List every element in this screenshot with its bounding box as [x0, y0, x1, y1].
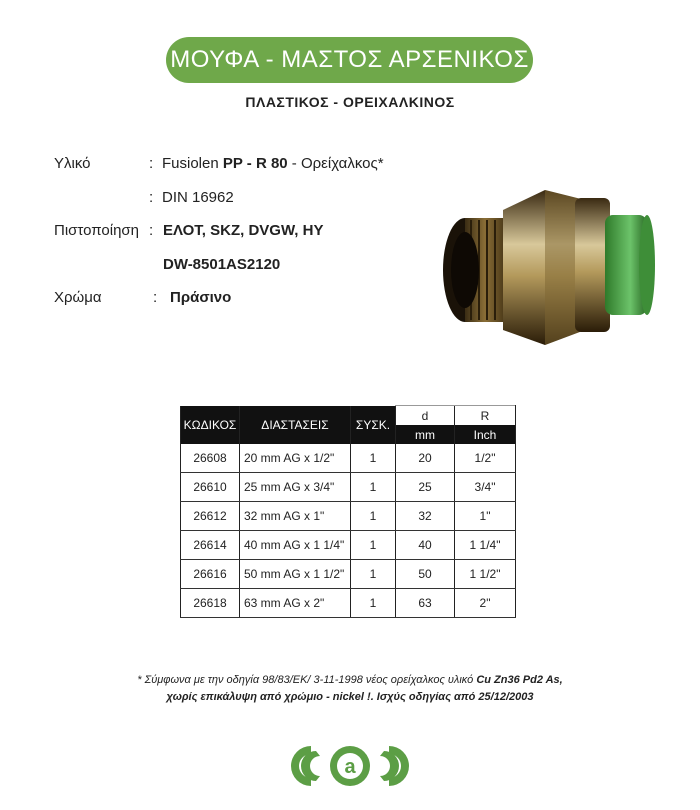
dimension-cell: 32 mm AG x 1": [240, 502, 351, 531]
table-row: [181, 444, 516, 473]
colon: :: [149, 189, 154, 206]
d-cell: 20: [396, 444, 455, 473]
product-image: [425, 160, 665, 350]
d-cell: 32: [396, 502, 455, 531]
title-text: ΜΟΥΦΑ - ΜΑΣΤΟΣ ΑΡΣΕΝΙΚΟΣ: [170, 46, 529, 73]
colon: :: [153, 289, 158, 306]
footnote-bold: Cu Zn36 Pd2 As,: [476, 674, 563, 686]
code-cell: 26618: [181, 589, 240, 618]
color-value: Πράσινο: [170, 289, 232, 306]
color-label: Χρώμα: [54, 289, 102, 306]
code-cell: 26614: [181, 531, 240, 560]
table-row: [181, 502, 516, 531]
material-label: Υλικό: [54, 155, 91, 172]
dimension-cell: 63 mm AG x 2": [240, 589, 351, 618]
pack-cell: 1: [351, 473, 396, 502]
dimension-cell: 40 mm AG x 1 1/4": [240, 531, 351, 560]
product-codes-table: [180, 405, 516, 618]
pack-cell: 1: [351, 589, 396, 618]
code-cell: 26608: [181, 444, 240, 473]
colon: :: [149, 222, 154, 239]
table-row: [181, 560, 516, 589]
pack-cell: 1: [351, 502, 396, 531]
pack-cell: 1: [351, 531, 396, 560]
header-dimensions: ΔΙΑΣΤΑΣΕΙΣ: [240, 406, 351, 445]
r-cell: 1": [455, 502, 516, 531]
svg-text:a: a: [344, 756, 356, 778]
code-cell: 26616: [181, 560, 240, 589]
standard-value: DIN 16962: [162, 189, 234, 206]
pack-cell: 1: [351, 560, 396, 589]
footnote: [0, 672, 700, 706]
code-cell: 26610: [181, 473, 240, 502]
material-value: [162, 155, 384, 172]
d-cell: 50: [396, 560, 455, 589]
d-cell: 40: [396, 531, 455, 560]
r-cell: 1 1/4": [455, 531, 516, 560]
header-r-unit: Inch: [455, 425, 516, 444]
table-row: [181, 473, 516, 502]
page-title: [166, 37, 533, 83]
dimension-cell: 20 mm AG x 1/2": [240, 444, 351, 473]
company-logo-icon: [288, 743, 412, 789]
certification-label: Πιστοποίηση: [54, 222, 140, 239]
certification-values: ΕΛΟΤ, SKZ, DVGW, HY: [163, 222, 324, 239]
header-d-unit: mm: [396, 425, 455, 444]
table-row: [181, 589, 516, 618]
footnote-text: * Σύμφωνα με την οδηγία 98/83/ΕΚ/ 3-11-1998 νέος ορείχαλκος υλικό: [137, 674, 477, 686]
footnote-line-1: [0, 672, 700, 689]
material-bold: PP - R 80: [222, 155, 288, 172]
r-cell: 1/2": [455, 444, 516, 473]
d-cell: 63: [396, 589, 455, 618]
colon: :: [149, 155, 154, 172]
table-row: [181, 531, 516, 560]
footnote-line-2: χωρίς επικάλυψη από χρώμιο - nickel !. Ισχύς οδηγίας από 25/12/2003: [166, 691, 534, 703]
dimension-cell: 25 mm AG x 3/4": [240, 473, 351, 502]
header-pack: ΣΥΣΚ.: [351, 406, 396, 445]
r-cell: 2": [455, 589, 516, 618]
pack-cell: 1: [351, 444, 396, 473]
d-cell: 25: [396, 473, 455, 502]
dimension-cell: 50 mm AG x 1 1/2": [240, 560, 351, 589]
header-code: ΚΩΔΙΚΟΣ: [181, 406, 240, 445]
material-suffix: - Ορείχαλκος*: [287, 155, 384, 172]
header-r: R: [455, 406, 516, 426]
page-subtitle: ΠΛΑΣΤΙΚΟΣ - ΟΡΕΙΧΑΛΚΙΝΟΣ: [245, 94, 455, 110]
r-cell: 1 1/2": [455, 560, 516, 589]
material-prefix: Fusiolen: [162, 155, 223, 172]
code-cell: 26612: [181, 502, 240, 531]
r-cell: 3/4": [455, 473, 516, 502]
certification-code: DW-8501AS2120: [163, 256, 281, 273]
header-d: d: [396, 406, 455, 426]
